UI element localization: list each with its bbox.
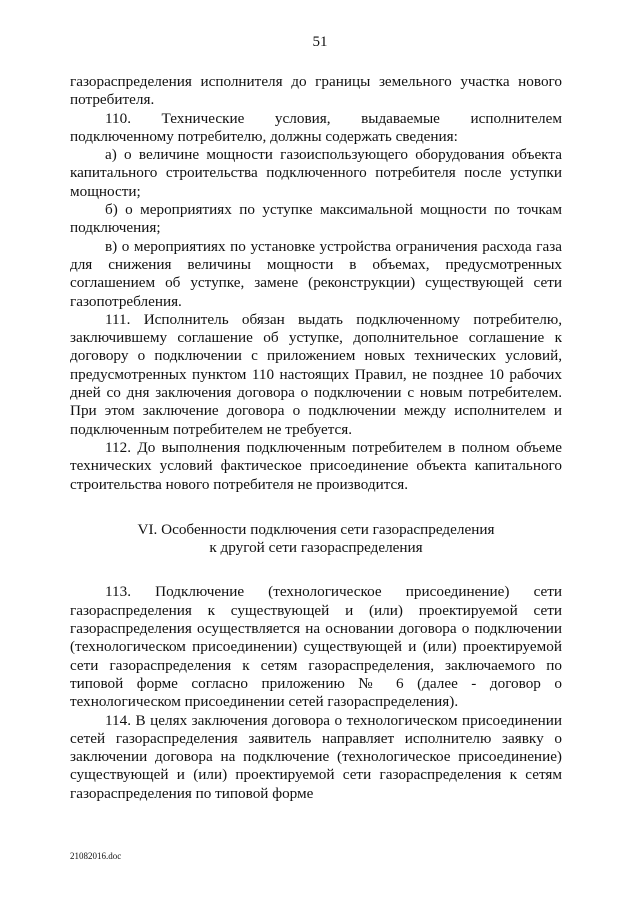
page-number: 51 <box>312 34 328 50</box>
section-heading-line-1: VI. Особенности подключения сети газораспределения <box>137 520 495 538</box>
paragraph-110: 110. Технические условия, выдаваемые исполнителем подключенному потребителю, должны содержать сведения: <box>70 109 562 145</box>
section-heading-line-2: к другой сети газораспределения <box>209 539 423 557</box>
document-body <box>70 73 562 803</box>
paragraph-110-b: б) о мероприятиях по уступке максимальной мощности по точкам подключения; <box>70 201 562 237</box>
section-heading <box>70 521 562 558</box>
paragraph-continuation: газораспределения исполнителя до границы земельного участка нового потребителя. <box>70 73 562 109</box>
paragraph-110-a: а) о величине мощности газоиспользующего оборудования объекта капитального строительства подключенного потребителя после уступки мощности; <box>70 146 562 200</box>
footer-file-code: 21082016.doc <box>70 851 122 861</box>
paragraph-114: 114. В целях заключения договора о технологическом присоединении сетей газораспределения заявитель направляет исполнителю заявку о заключении договора на подключение (технологическое присоединение) существующей и (или) проектируемой сети газораспределения к сетям газораспределения по типовой форме <box>70 711 562 802</box>
paragraph-110-c: в) о мероприятиях по установке устройства ограничения расхода газа для снижения величины мощности в объемах, предусмотренных соглашением об уступке, замене (реконструкции) существующей сети газопотребления. <box>70 237 562 310</box>
paragraph-112: 112. До выполнения подключенным потребителем в полном объеме технических условий фактическое присоединение объекта капитального строительства нового потребителя не производится. <box>70 438 562 493</box>
paragraph-113: 113. Подключение (технологическое присоединение) сети газораспределения к существующей и (или) проектируемой сети газораспределения осуществляется на основании договора о подключении (технологическом присоединении) существующей и (или) проектируемой сети газораспределения к сетям газораспределения, заключаемого по типовой форме согласно приложению № 6 (далее - договор о технологическом присоединении сетей газораспределения). <box>70 583 562 711</box>
paragraph-111: 111. Исполнитель обязан выдать подключенному потребителю, заключившему соглашение об уступке, дополнительное соглашение к договору о подключении с приложением новых технических условий, предусмотренных пунктом 110 настоящих Правил, не позднее 10 рабочих дней со дня заключения договора о подключении с новым потребителем. При этом заключение договора о подключении между исполнителем и подключенным потребителем не требуется. <box>70 310 562 438</box>
